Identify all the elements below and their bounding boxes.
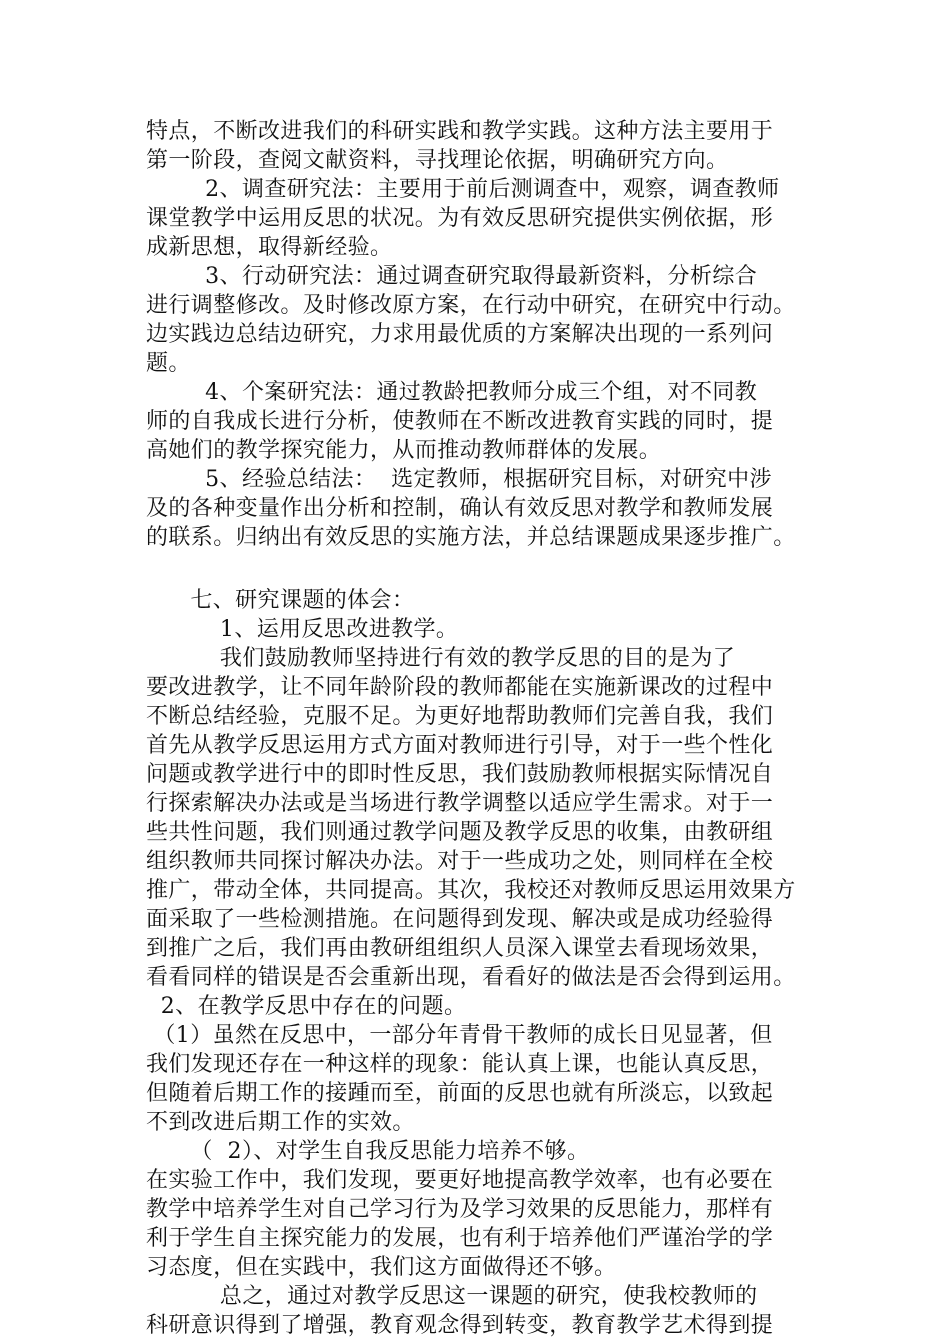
text-line: 总之，通过对教学反思这一课题的研究，使我校教师的 bbox=[146, 1284, 758, 1309]
text-line: （1）虽然在反思中，一部分年青骨干教师的成长日见显著，但 bbox=[146, 1023, 773, 1048]
text-line: 教学中培养学生对自己学习行为及学习效果的反思能力，那样有 bbox=[146, 1197, 774, 1222]
text-line: 题。 bbox=[146, 351, 191, 376]
text-line: （ 2）、对学生自我反思能力培养不够。 bbox=[146, 1139, 590, 1164]
text-line: 及的各种变量作出分析和控制，确认有效反思对教学和教师发展 bbox=[146, 496, 774, 521]
text-line: 高她们的教学探究能力，从而推动教师群体的发展。 bbox=[146, 438, 662, 463]
text-line: 边实践边总结边研究，力求用最优质的方案解决出现的一系列问 bbox=[146, 322, 774, 347]
text-line: 面采取了一些检测措施。在问题得到发现、解决或是成功经验得 bbox=[146, 907, 774, 932]
text-line: 第一阶段，查阅文献资料，寻找理论依据，明确研究方向。 bbox=[146, 148, 729, 173]
text-line: 要改进教学，让不同年龄阶段的教师都能在实施新课改的过程中 bbox=[146, 675, 774, 700]
text-line: 行探索解决办法或是当场进行教学调整以适应学生需求。对于一 bbox=[146, 791, 774, 816]
text-line: 师的自我成长进行分析，使教师在不断改进教育实践的同时，提 bbox=[146, 409, 774, 434]
text-line: 推广，带动全体，共同提高。其次，我校还对教师反思运用效果方 bbox=[146, 878, 796, 903]
text-line: 到推广之后，我们再由教研组组织人员深入课堂去看现场效果， bbox=[146, 936, 774, 961]
text-line: 看看同样的错误是否会重新出现，看看好的做法是否会得到运用。 bbox=[146, 965, 796, 990]
text-line: 但随着后期工作的接踵而至，前面的反思也就有所淡忘，以致起 bbox=[146, 1081, 774, 1106]
text-line: 不断总结经验，克服不足。为更好地帮助教师们完善自我，我们 bbox=[146, 704, 774, 729]
text-line: 组织教师共同探讨解决办法。对于一些成功之处，则同样在全校 bbox=[146, 849, 774, 874]
text-line: 5、经验总结法： 选定教师，根据研究目标，对研究中涉 bbox=[146, 467, 772, 492]
text-line: 习态度，但在实践中，我们这方面做得还不够。 bbox=[146, 1255, 617, 1280]
subsection-heading: 1、运用反思改进教学。 bbox=[146, 617, 459, 642]
text-line: 些共性问题，我们则通过教学问题及教学反思的收集，由教研组 bbox=[146, 820, 774, 845]
text-line: 利于学生自主探究能力的发展，也有利于培养他们严谨治学的学 bbox=[146, 1226, 774, 1251]
section-heading: 七、研究课题的体会： bbox=[146, 588, 415, 613]
text-line: 4、个案研究法：通过教龄把教师分成三个组，对不同教 bbox=[146, 380, 758, 405]
text-line: 科研意识得到了增强，教育观念得到转变，教育教学艺术得到提 bbox=[146, 1313, 774, 1338]
text-line: 我们鼓励教师坚持进行有效的教学反思的目的是为了 bbox=[146, 646, 736, 671]
text-line: 课堂教学中运用反思的状况。为有效反思研究提供实例依据，形 bbox=[146, 206, 774, 231]
text-line: 的联系。归纳出有效反思的实施方法，并总结课题成果逐步推广。 bbox=[146, 525, 796, 550]
subsection-heading: 2、在教学反思中存在的问题。 bbox=[146, 994, 467, 1019]
text-line: 问题或教学进行中的即时性反思，我们鼓励教师根据实际情况自 bbox=[146, 762, 774, 787]
text-line: 特点，不断改进我们的科研实践和教学实践。这种方法主要用于 bbox=[146, 119, 774, 144]
text-line: 2、调查研究法：主要用于前后测调查中，观察，调查教师 bbox=[146, 177, 780, 202]
text-line: 不到改进后期工作的实效。 bbox=[146, 1110, 415, 1135]
text-line: 3、行动研究法：通过调查研究取得最新资料，分析综合 bbox=[146, 264, 758, 289]
text-line: 成新思想，取得新经验。 bbox=[146, 235, 393, 260]
text-line: 在实验工作中，我们发现，要更好地提高教学效率，也有必要在 bbox=[146, 1168, 774, 1193]
text-line: 我们发现还存在一种这样的现象：能认真上课，也能认真反思， bbox=[146, 1052, 774, 1077]
text-line: 进行调整修改。及时修改原方案，在行动中研究，在研究中行动。 bbox=[146, 293, 796, 318]
text-line: 首先从教学反思运用方式方面对教师进行引导，对于一些个性化 bbox=[146, 733, 774, 758]
